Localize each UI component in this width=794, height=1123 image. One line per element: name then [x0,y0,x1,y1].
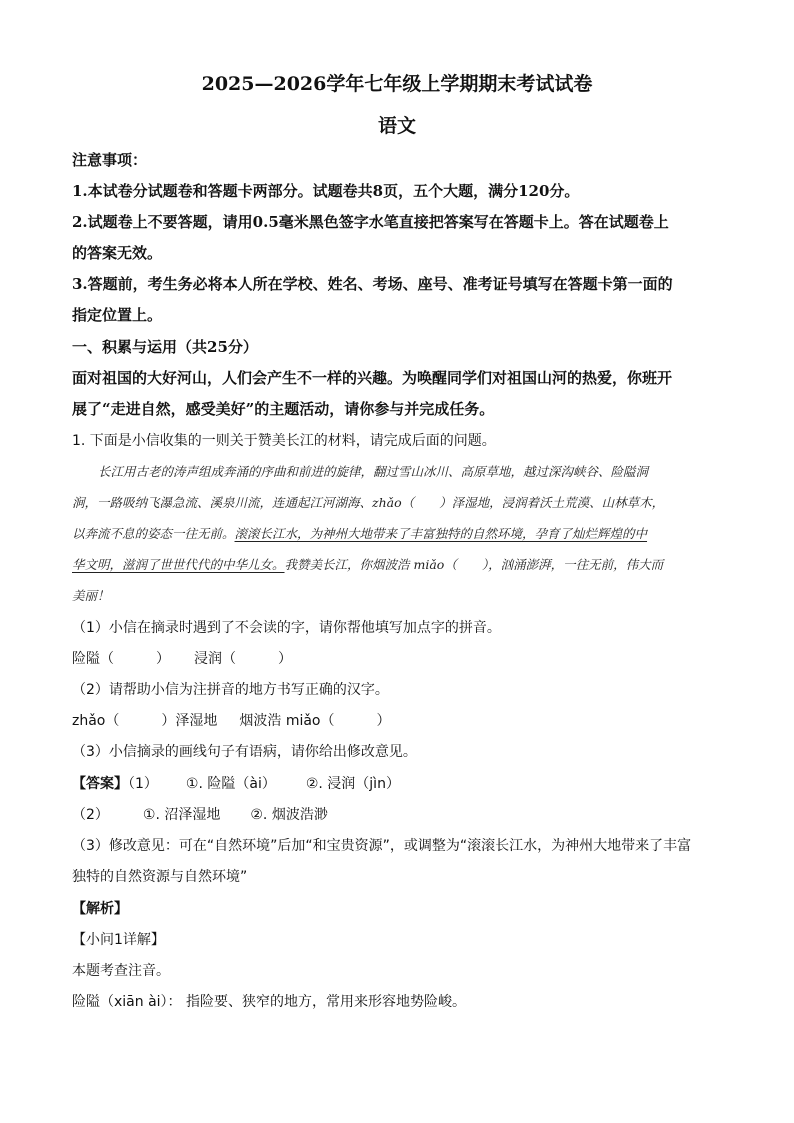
blank-miao: 烟波浩 miǎo（ ） [239,713,391,729]
sub-question-2: （2）请帮助小信为注拼音的地方书写正确的汉字。 [72,682,389,698]
answer-3-line-2: 独特的自然资源与自然环境” [72,869,248,885]
analysis-label: 【解析】 [72,901,128,917]
notice-heading: 注意事项： [72,151,148,169]
answer-line-1 [72,774,400,794]
answer-2-number: （2） [72,807,109,823]
blank-xian-ai: 险隘（ ） [72,651,170,667]
passage-line-3-text: 以奔流不息的姿态一往无前。 [72,526,235,541]
sub-question-2-blanks [72,711,391,731]
sub-question-1-blanks [72,649,292,669]
notice-item-2-line-1: 2.试题卷上不要答题，请用0.5毫米黑色签字水笔直接把答案写在答题卡上。答在试题卷上 [72,213,669,231]
sub-question-3: （3）小信摘录的画线句子有语病，请你给出修改意见。 [72,744,417,760]
subject-title: 语文 [377,115,416,137]
answer-1-number: （1） [128,776,158,792]
answer-3-line-1: （3）修改意见：可在“自然环境”后加“和宝贵资源”，或调整为“滚滚长江水，为神州大地带来了丰富 [72,838,692,854]
passage-line-4 [72,555,663,575]
answer-line-2 [72,805,328,825]
passage-line-3 [72,524,647,544]
section-1-intro-line-2: 展了“走进自然，感受美好”的主题活动，请你参与并完成任务。 [72,400,495,418]
analysis-line-1: 本题考查注音。 [72,963,170,979]
blank-zhao: zhǎo（ ）泽湿地 [72,713,218,729]
exam-title: 2025—2026学年七年级上学期期末考试试卷 [201,73,593,95]
section-1-intro-line-1: 面对祖国的大好河山，人们会产生不一样的兴趣。为唤醒同学们对祖国山河的热爱，你班开 [72,369,673,387]
answer-label: 【答案】 [72,776,128,792]
passage-line-1: 长江用古老的涛声组成奔涌的序曲和前进的旋律，翻过雪山冰川、高原草地，越过深沟峡谷、险隘洞 [98,464,649,479]
blank-jin-run: 浸润（ ） [194,651,292,667]
passage-line-2: 涧，一路吸纳飞瀑急流、溪泉川流，连通起江河湖海、zhǎo（ ）泽湿地，浸润着沃土荒漠、山林草木， [72,495,665,510]
section-1-heading: 一、积累与运用（共25分） [72,338,258,356]
passage-line-5: 美丽！ [72,588,110,603]
notice-item-3-line-2: 指定位置上。 [72,306,163,324]
notice-item-1: 1.本试卷分试题卷和答题卡两部分。试题卷共8页，五个大题，满分120分。 [72,182,580,200]
question-1-stem: 1. 下面是小信收集的一则关于赞美长江的材料，请完成后面的问题。 [72,433,496,449]
answer-1-part-1: ①. 险隘（ài） [185,776,276,792]
passage-line-4-text: 我赞美长江，你烟波浩 miǎo（ ），汹涌澎湃，一往无前，伟大而 [284,557,664,572]
sub-question-1: （1）小信在摘录时遇到了不会读的字，请你帮他填写加点字的拼音。 [72,620,501,636]
notice-item-2-line-2: 的答案无效。 [72,244,163,262]
answer-2-part-1: ①. 沼泽湿地 [142,807,221,823]
notice-item-3-line-1: 3.答题前，考生务必将本人所在学校、姓名、考场、座号、准考证号填写在答题卡第一面的 [72,275,673,293]
answer-1-part-2: ②. 浸润（jìn） [305,776,400,792]
underlined-sentence-part-1: 滚滚长江水，为神州大地带来了丰富独特的自然环境，孕育了灿烂辉煌的中 [234,526,648,541]
analysis-sub-1-label: 【小问1详解】 [72,932,165,948]
analysis-line-2: 险隘（xiān ài）： 指险要、狭窄的地方，常用来形容地势险峻。 [72,994,466,1010]
answer-2-part-2: ②. 烟波浩渺 [250,807,328,823]
underlined-sentence-part-2: 华文明，滋润了世世代代的中华儿女。 [72,557,285,572]
